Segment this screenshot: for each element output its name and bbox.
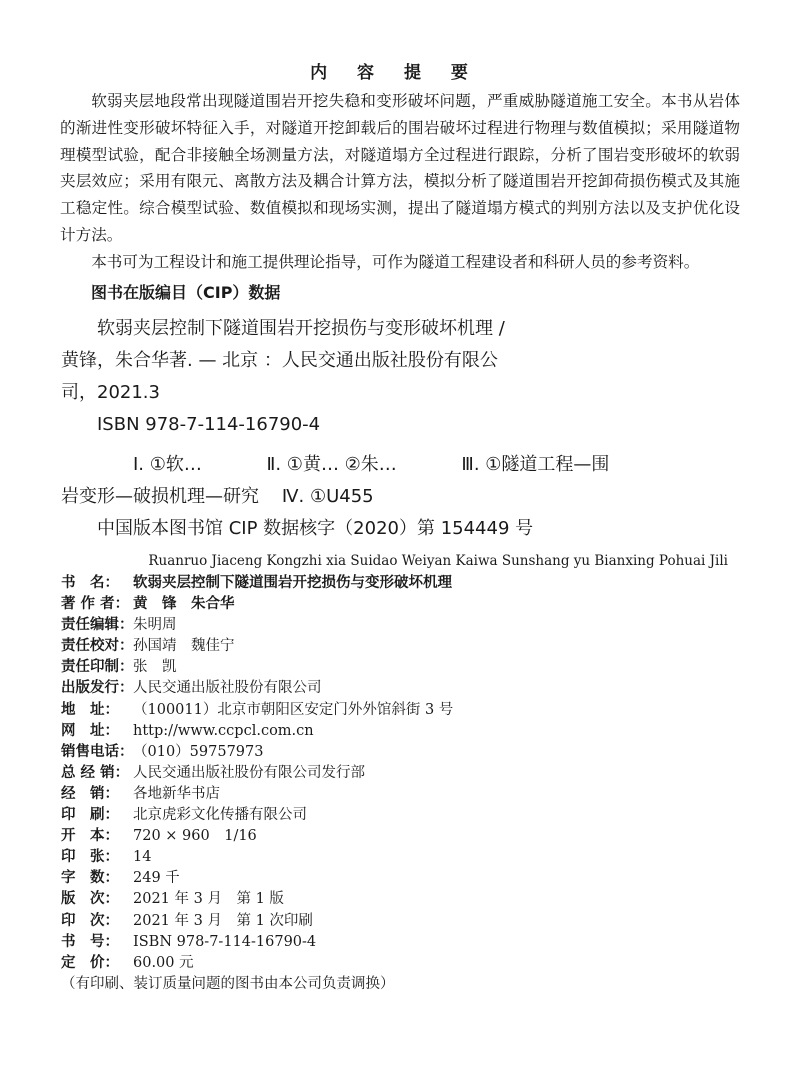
info-label: 责任校对： (61, 638, 134, 655)
info-value: 60.00 元 (133, 954, 194, 971)
quality-note: （有印刷、装订质量问题的图书由本公司负责调换） (61, 975, 395, 992)
info-value: 孙国靖 魏佳宁 (133, 638, 235, 655)
info-value: 720 × 960 1/16 (133, 828, 257, 845)
cip-class-1: Ⅰ. ①软… (133, 454, 202, 475)
cip-class-3: Ⅲ. ①隧道工程—围 (461, 454, 610, 475)
cip-classification-cont (61, 481, 701, 513)
info-row-printer (61, 805, 741, 826)
info-label: 印 次： (61, 912, 119, 929)
info-row-isbn (61, 932, 741, 953)
info-row-print-supervisor (61, 657, 741, 678)
cip-verify-number: 中国版本图书馆 CIP 数据核字（2020）第 154449 号 (97, 518, 534, 539)
info-label: 印 张： (61, 849, 119, 866)
info-value: （100011）北京市朝阳区安定门外外馆斜街 3 号 (133, 701, 454, 718)
info-value: 朱明周 (133, 617, 177, 634)
publication-info (61, 573, 741, 995)
info-value: 14 (133, 849, 152, 866)
info-value: 人民交通出版社股份有限公司发行部 (133, 764, 365, 781)
info-label: 总 经 销： (61, 764, 130, 781)
info-label: 著 作 者： (61, 596, 130, 613)
info-label: 书 号： (61, 933, 119, 950)
info-row-address (61, 700, 741, 721)
info-row-price (61, 953, 741, 974)
info-row-format (61, 826, 741, 847)
info-value: 各地新华书店 (133, 785, 220, 802)
info-label: 开 本： (61, 828, 119, 845)
info-value: 黄 锋 朱合华 (133, 596, 235, 613)
summary-paragraph-1: 软弱夹层地段常出现隧道围岩开挖失稳和变形破坏问题，严重威胁隧道施工安全。本书从岩体的渐进性变形破坏特征入手，对隧道开挖卸载后的围岩破坏过程进行物理与数值模拟；采用隧道物理模型试验，配合非接触全场测量方法，对隧道塌方全过程进行跟踪，分析了围岩变形破坏的软弱夹层效应；采用有限元、离散方法及耦合计算方法，模拟分析了隧道围岩开挖卸荷损伤模式及其施工稳定性。综合模型试验、数值模拟和现场实测，提出了隧道塌方模式的判别方法以及支护优化设计方法。 (60, 92, 740, 244)
info-label: 网 址： (61, 722, 119, 739)
pinyin-title: Ruanruo Jiaceng Kongzhi xia Suidao Weiyan Kaiwa Sunshang yu Bianxing Pohuai Jili (148, 553, 728, 569)
info-value: 2021 年 3 月 第 1 次印刷 (133, 912, 313, 929)
info-row-author (61, 594, 741, 615)
info-label: 销售电话： (61, 743, 134, 760)
info-value: http://www.ccpcl.com.cn (133, 722, 314, 739)
info-value: ISBN 978-7-114-16790-4 (133, 933, 317, 950)
info-row-printing (61, 911, 741, 932)
info-value: 软弱夹层控制下隧道围岩开挖损伤与变形破坏机理 (133, 575, 452, 591)
info-label: 责任印制： (61, 659, 134, 676)
info-row-edition (61, 889, 741, 910)
info-row-editor (61, 615, 741, 636)
info-row-proofreader (61, 636, 741, 657)
info-value: 249 千 (133, 870, 180, 887)
info-row-website (61, 721, 741, 742)
summary-title: 内 容 提 要 (310, 63, 480, 83)
info-value: 北京虎彩文化传播有限公司 (133, 807, 307, 824)
info-label: 字 数： (61, 870, 119, 887)
cip-class-5: Ⅳ. ①U455 (281, 486, 374, 507)
info-label: 印 刷： (61, 807, 119, 824)
info-row-publisher (61, 678, 741, 699)
cip-author-line: 黄锋，朱合华著. — 北京 ：人民交通出版社股份有限公 (61, 350, 498, 371)
info-row-distributor (61, 763, 741, 784)
cip-title-line: 软弱夹层控制下隧道围岩开挖损伤与变形破坏机理 / (97, 318, 505, 339)
info-label: 地 址： (61, 701, 119, 718)
info-row-title (61, 573, 741, 594)
info-label: 书 名： (61, 575, 119, 591)
info-label: 经 销： (61, 785, 119, 802)
info-label: 定 价： (61, 954, 119, 971)
cip-isbn: ISBN 978-7-114-16790-4 (97, 414, 321, 435)
cip-classification (61, 449, 701, 481)
summary-text (60, 88, 740, 276)
info-value: 人民交通出版社股份有限公司 (133, 680, 322, 697)
info-label: 出版发行： (61, 680, 134, 697)
info-row-phone (61, 742, 741, 763)
cip-date-line: 司，2021.3 (61, 382, 160, 403)
info-value: 张 凯 (133, 659, 177, 676)
cip-data (61, 313, 701, 545)
cip-class-2: Ⅱ. ①黄… ②朱… (266, 454, 397, 475)
info-value: 2021 年 3 月 第 1 版 (133, 891, 284, 908)
cip-heading: 图书在版编目（CIP）数据 (91, 283, 281, 302)
info-row-word-count (61, 868, 741, 889)
info-row-sheets (61, 847, 741, 868)
info-value: （010）59757973 (133, 743, 264, 760)
summary-paragraph-2: 本书可为工程设计和施工提供理论指导，可作为隧道工程建设者和科研人员的参考资料。 (91, 252, 700, 271)
cip-class-4: 岩变形—破损机理—研究 (61, 486, 259, 507)
info-row-retailer (61, 784, 741, 805)
info-label: 版 次： (61, 891, 119, 908)
info-label: 责任编辑： (61, 617, 134, 634)
